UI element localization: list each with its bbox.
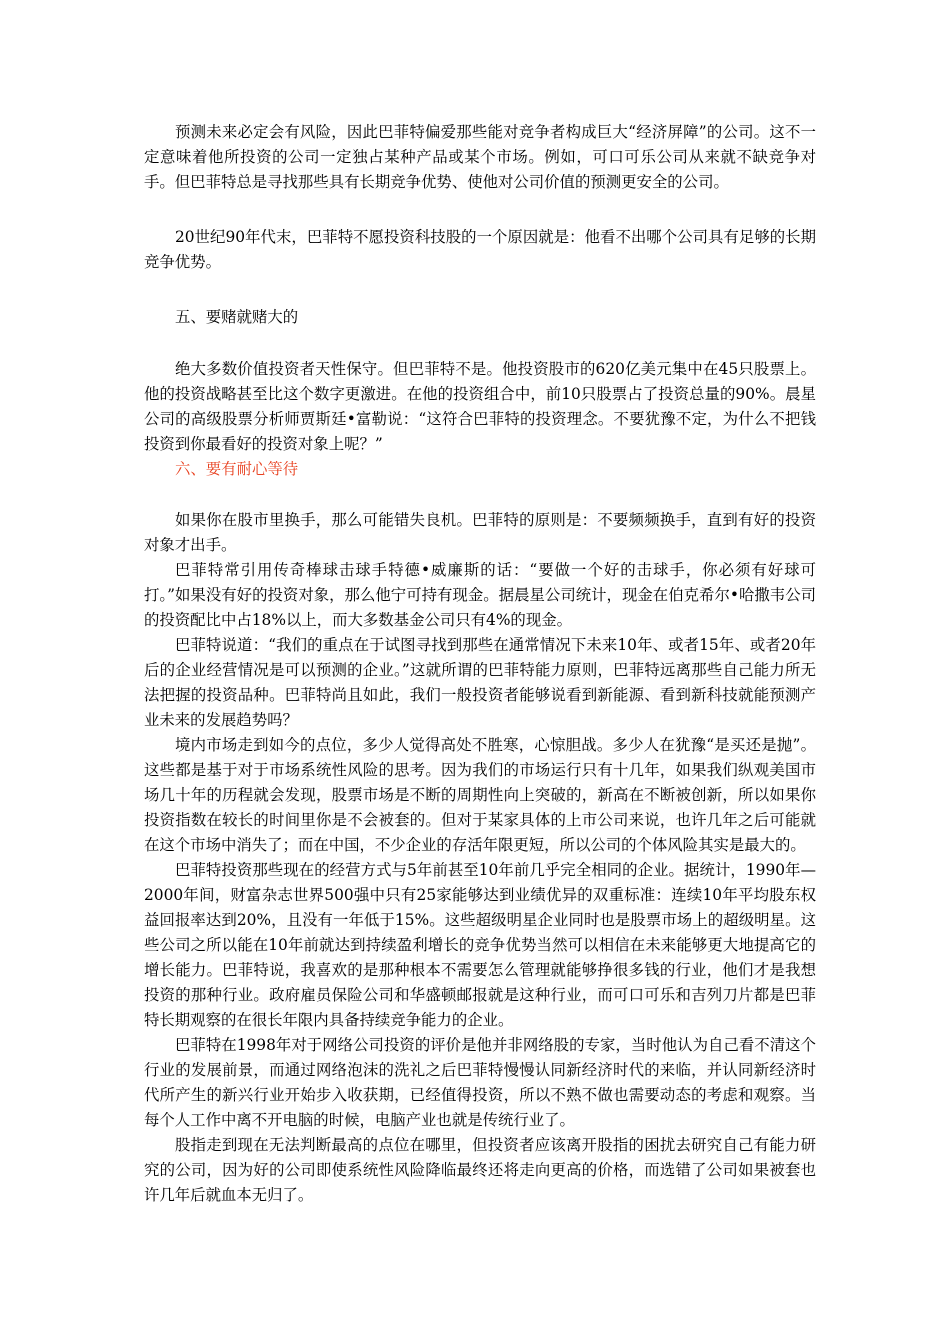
paragraph-ted-williams-quote: 巴菲特常引用传奇棒球击球手特德•威廉斯的话：“要做一个好的击球手，你必须有好球可打。”如果没有好的投资对象，那么他宁可持有现金。据晨星公司统计，现金在伯克希尔•哈撒韦公司的投资配比中占18%以上，而大多数基金公司只有4%的现金。: [144, 561, 816, 629]
paragraph-circle-of-competence: 巴菲特说道：“我们的重点在于试图寻找到那些在通常情况下未来10年、或者15年、或者20年后的企业经营情况是可以预测的企业。”这就所谓的巴菲特能力原则，巴菲特远离那些自己能力所无法把握的投资品种。巴菲特尚且如此，我们一般投资者能够说看到新能源、看到新科技就能预测产业未来的发展趋势吗？: [144, 636, 816, 729]
paragraph-concentrated-portfolio: 绝大多数价值投资者天性保守。但巴菲特不是。他投资股市的620亿美元集中在45只股票上。他的投资战略甚至比这个数字更激进。在他的投资组合中，前10只股票占了投资总量的90%。晨星公司的高级股票分析师贾斯廷•富勒说：“这符合巴菲特的投资理念。不要犹豫不定，为什么不把钱投资到你最看好的投资对象上呢？”: [144, 360, 816, 453]
paragraph-stable-businesses: 巴菲特投资那些现在的经营方式与5年前甚至10年前几乎完全相同的企业。据统计，1990年—2000年间，财富杂志世界500强中只有25家能够达到业绩优异的双重标准：连续10年平均股东权益回报率达到20%，且没有一年低于15%。这些超级明星企业同时也是股票市场上的超级明星。这些公司之所以能在10年前就达到持续盈利增长的竞争优势当然可以相信在未来能够更大地提高它的增长能力。巴菲特说，我喜欢的是那种根本不需要怎么管理就能够挣很多钱的行业，他们才是我想投资的那种行业。政府雇员保险公司和华盛顿邮报就是这种行业，而可口可乐和吉列刀片都是巴菲特长期观察的在很长年限内具备持续竞争能力的企业。: [144, 861, 816, 1029]
paragraph-domestic-market-risk: 境内市场走到如今的点位，多少人觉得高处不胜寒，心惊胆战。多少人在犹豫“是买还是抛”。这些都是基于对于市场系统性风险的思考。因为我们的市场运行只有十几年，如果我们纵观美国市场几十年的历程就会发现，股票市场是不断的周期性向上突破的，新高在不断被创新，所以如果你投资指数在较长的时间里你是不会被套的。但对于某家具体的上市公司来说，也许几年之后可能就在这个市场中消失了；而在中国，不少企业的存活年限更短，所以公司的个体风险其实是最大的。: [144, 736, 816, 854]
paragraph-avoid-frequent-trading: 如果你在股市里换手，那么可能错失良机。巴菲特的原则是：不要频频换手，直到有好的投资对象才出手。: [144, 511, 816, 554]
section-heading-patience: 六、要有耐心等待: [175, 460, 299, 478]
paragraph-economic-moat: 预测未来必定会有风险，因此巴菲特偏爱那些能对竞争者构成巨大“经济屏障”的公司。这不一定意味着他所投资的公司一定独占某种产品或某个市场。例如，可口可乐公司从来就不缺竞争对手。但巴菲特总是寻找那些具有长期竞争优势、使他对公司价值的预测更安全的公司。: [144, 123, 816, 191]
paragraph-internet-stocks-1998: 巴菲特在1998年对于网络公司投资的评价是他并非网络股的专家，当时他认为自己看不清这个行业的发展前景，而通过网络泡沫的洗礼之后巴菲特慢慢认同新经济时代的来临，并认同新经济时代所产生的新兴行业开始步入收获期，已经值得投资，所以不熟不做也需要动态的考虑和观察。当每个人工作中离不开电脑的时候，电脑产业也就是传统行业了。: [144, 1036, 816, 1129]
paragraph-index-vs-companies: 股指走到现在无法判断最高的点位在哪里，但投资者应该离开股指的困扰去研究自己有能力研究的公司，因为好的公司即使系统性风险降临最终还将走向更高的价格，而选错了公司如果被套也许几年后就血本无归了。: [144, 1136, 816, 1204]
section-heading-bet-big: 五、要赌就赌大的: [175, 308, 299, 326]
paragraph-tech-stocks: 20世纪90年代末，巴菲特不愿投资科技股的一个原因就是：他看不出哪个公司具有足够的长期竞争优势。: [144, 228, 816, 271]
document-body: [144, 120, 816, 1208]
